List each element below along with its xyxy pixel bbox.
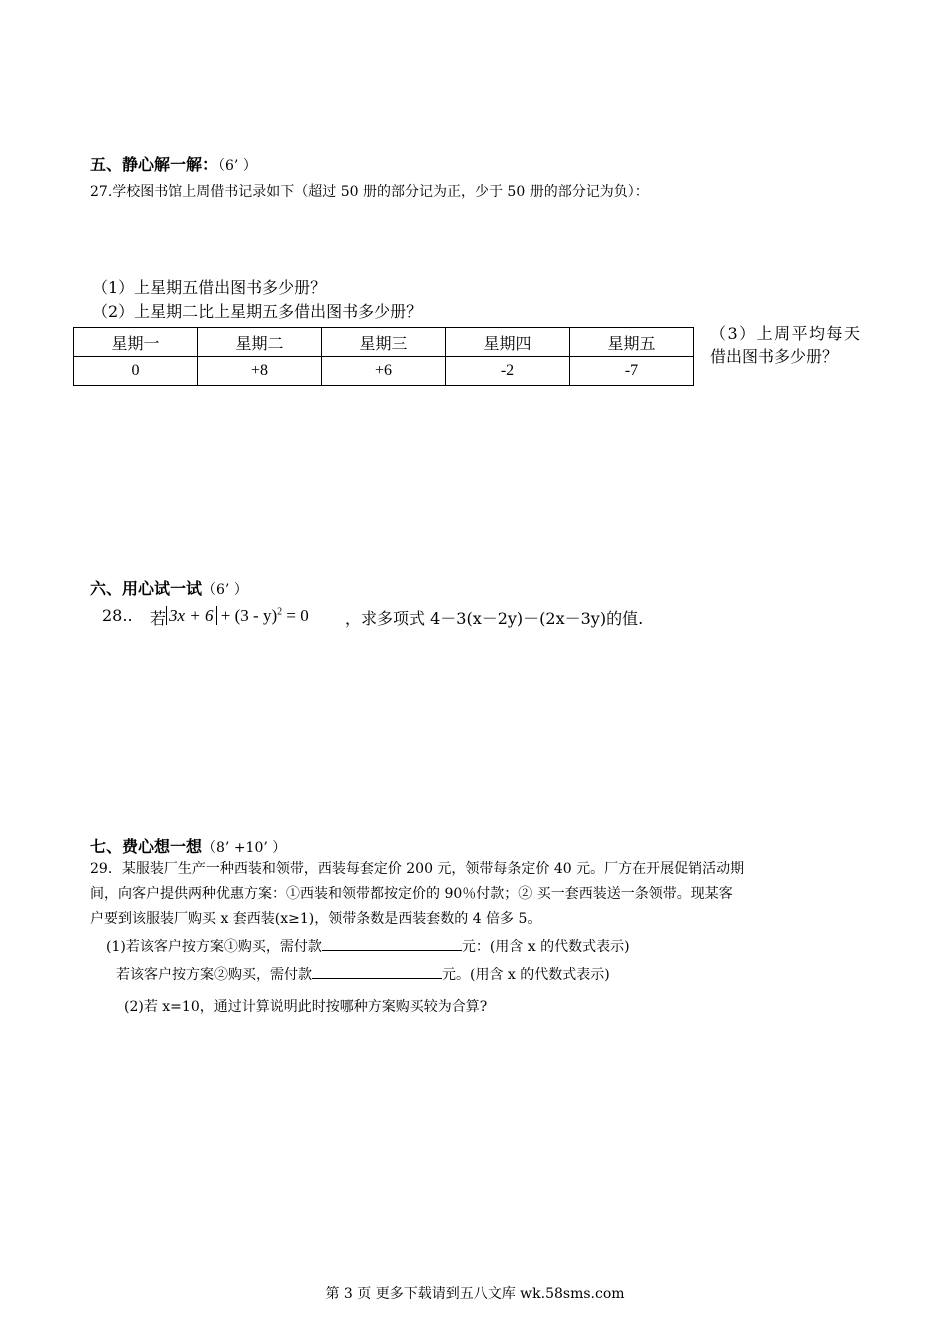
section6-points: （6’ ） [202,582,248,598]
formula-equals: = 0 [282,606,309,625]
table-cell: 0 [74,357,198,386]
section7-points: （8’ +10’ ） [202,840,287,856]
section6-heading [90,576,248,599]
q28-if: 若 [150,609,167,628]
table-header-cell: 星期三 [322,328,446,357]
q29-sub2: (2)若 x=10，通过计算说明此时按哪种方案购买较为合算? [124,999,488,1015]
table-header-cell: 星期五 [570,328,694,357]
q29-sub1-a [106,936,630,956]
section5-points: （6’ ） [218,158,257,174]
answer-blank[interactable] [322,936,462,951]
table-cell: -2 [446,357,570,386]
table-header-cell: 星期一 [74,328,198,357]
q27-sub2: （2）上星期二比上星期五多借出图书多少册？ [92,302,423,321]
table-cell: -7 [570,357,694,386]
q27-intro: 27.学校图书馆上周借书记录如下（超过 50 册的部分记为正，少于 50 册的部分记为负）： [90,184,649,200]
section6-title: 六、用心试一试 [90,579,203,598]
section5-title: 五、静心解一解： [90,155,219,174]
page-footer: 第 3 页 更多下载请到五八文库 wk.58sms.com [325,1286,625,1302]
absolute-value [166,606,217,625]
answer-blank[interactable] [312,964,442,979]
q28-formula [166,606,309,626]
q27-sub3: （3）上周平均每天借出图书多少册？ [710,324,860,366]
table-header-cell: 星期四 [446,328,570,357]
q29-text [90,857,862,932]
table-cell: +6 [322,357,446,386]
q29-sub1-a-text: (1)若该客户按方案①购买，需付款 [106,939,322,955]
q28-rest: ，求多项式 4－3(x－2y)－(2x－3y)的值. [345,609,644,628]
formula-middle: + (3 - y) [216,606,278,625]
q29-line: 间，向客户提供两种优惠方案：①西装和领带都按定价的 90％付款；② 买一套西装送一条领带。现某客 [90,886,733,902]
table-row [74,357,694,386]
q29-sub1-b-tail: 元。(用含 x 的代数式表示) [442,967,610,983]
table-cell: +8 [198,357,322,386]
q29-sub1-b-text: 若该客户按方案②购买，需付款 [116,967,312,983]
section7-title: 七、费心想一想 [90,837,203,856]
formula-abs-inner: 3x + 6 [169,606,214,625]
section5-heading [90,152,257,175]
section7-heading [90,834,286,857]
table-header-cell: 星期二 [198,328,322,357]
q29-line: 29．某服装厂生产一种西装和领带，西装每套定价 200 元，领带每条定价 40 元。厂方在开展促销活动期 [90,861,745,877]
q29-sub1-a-tail: 元：(用含 x 的代数式表示) [461,939,630,955]
table-header-row [74,328,694,357]
formula-exponent: 2 [277,606,283,618]
borrow-record-table [73,327,694,386]
q29-line: 户要到该服装厂购买 x 套西装(x≥1)，领带条数是西装套数的 4 倍多 5。 [90,911,542,927]
q28-number: 28.. [102,606,133,625]
q27-sub1: （1）上星期五借出图书多少册？ [92,278,327,297]
q29-sub1-b [116,964,610,984]
